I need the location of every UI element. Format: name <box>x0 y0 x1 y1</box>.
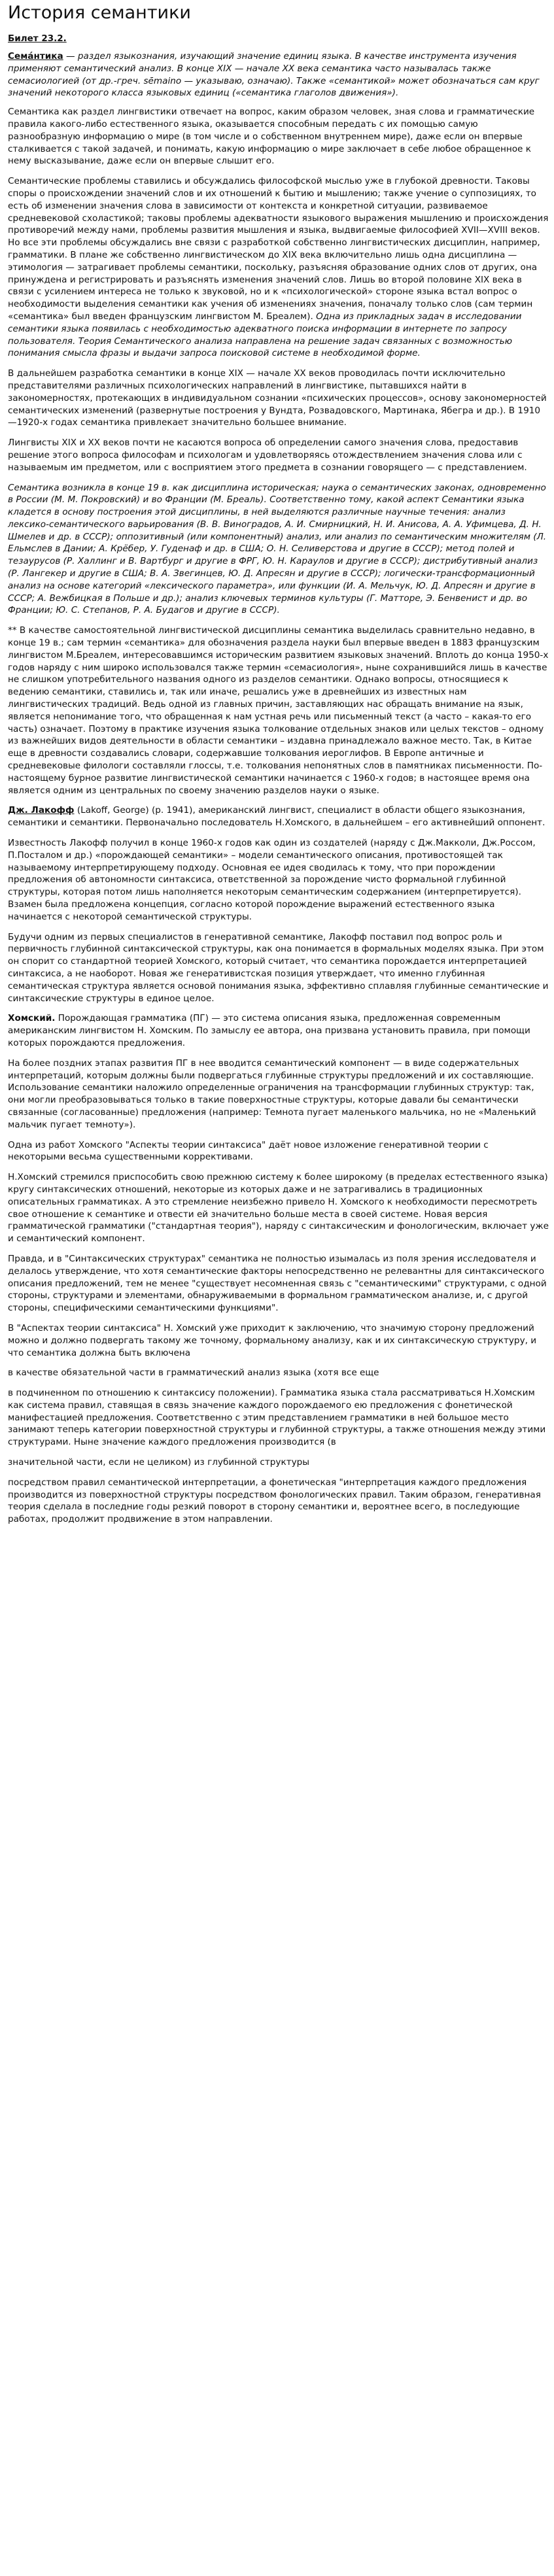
definition-text: — раздел языкознания, изучающий значение единиц языка. В качестве инструмента изучения применяют семантический анализ. В конце XIX — начале XX века семантика часто называлась также семасиологией (от др.-греч. sēmaino — указываю, означаю). Также «семантикой» может обозначаться сам круг значений некоторого класса языковых единиц («семантика глаголов движения»). <box>8 51 540 99</box>
paragraph-aspects-conclusion: В "Аспектах теории синтаксиса" Н. Хомский уже приходит к заключению, что значимую сторону предложений можно и должно подвергать такому же точному, формальному анализу, как и их синтаксическую структуру, и что семантика должна быть включена <box>8 1322 537 1358</box>
chomsky-name: Хомский. <box>8 1013 56 1024</box>
paragraph-syntactic-structures: Правда, и в "Синтаксических структурах" семантика не полностью изымалась из поля зрения исследователя и делалось утверждение, что хотя семантические факторы непосредственно не релевантны для синтаксического описания предложений, тем не менее "существует несомненная связь с "семантическими" структурами, с одной стороны, структурами и элементами, обнаруживаемыми в формальном грамматическом анализе, и, с другой стороны, специфическими семантическими функциями". <box>8 1253 547 1314</box>
ticket-heading: Билет 23.2. <box>8 33 67 44</box>
page-title: История семантики <box>8 3 191 23</box>
paragraph-semantic-component: На более поздних этапах развития ПГ в нее вводится семантический компонент — в виде содержательных интерпретаций, которым должны были подвергаться глубинные структуры предложений и их составляющие. Использование семантики наложило определенные ограничения на трансформации глубинных структур: так, они могли преобразовываться только в такие поверхностные структуры, которые давали бы семантически связанные (согласованные) предложения (например: Темнота пугает маленького мальчика, но не «Маленький мальчик пугает темноту»). <box>8 1057 536 1130</box>
lakoff-name: Дж. Лакофф <box>8 805 75 816</box>
term-semantics: Сема́нтика <box>8 51 63 61</box>
paragraph-aspects: Одна из работ Хомского "Аспекты теории синтаксиса" даёт новое изложение генеративной теории с некоторыми весьма существенными коррективами. <box>8 1139 489 1163</box>
paragraph-linguistics: Семантика как раздел лингвистики отвечает на вопрос, каким образом человек, зная слова и грамматические правила какого-либо естественного языка, оказывается способным передать с их помощью самую разнообразную информацию о мире (в том числе и о собственном внутреннем мире), даже если он впервые сталкивается с такой задачей, и понимать, какую информацию о мире заключает в себе любое обращенное к нему высказывание, даже если он впервые слышит его. <box>8 107 535 167</box>
philosophy-text: Семантические проблемы ставились и обсуждались философской мыслью уже в глубокой древности. Таковы споры о происхождении значений слов и их отношений к бытию и мышлению; также учение о суппозициях, то есть об изменении значения слова в зависимости от контекста и конкретной ситуации, развиваемое средневековой схоластикой; таковы проблемы адекватности языкового выражения мышлению и происхождения противоречий между нами, проблемы развития мышления и языка, выдвигаемые философией XVII—XVIII веков. Но все эти проблемы обсуждались вне связи с разработкой собственно лингвистических дисциплин, например, грамматики. В плане же собственно лингвистическом до XIX века включительно лишь одна дисциплина — этимология — затрагивает проблемы семантики, поскольку, разъясняя образование одних слов от других, она принуждена и регистрировать и разъяснять изменения значений слов. Лишь во второй половине XIX века в связи с усилением интереса не только к звуковой, но и к «психологической» стороне языка встал вопрос о необходимости выделения семантики как учения об изменениях значения, поначалу только слов (сам термин «семантика» был введен французским лингвистом М. Бреалем). <box>8 176 549 322</box>
paragraph-philosophy <box>8 175 549 360</box>
chomsky-text: Порождающая грамматика (ПГ) — это система описания языка, предложенная современным американским лингвистом Н. Хомским. По замыслу ее автора, она призвана установить правила, при помощи которых порождаются предложения. <box>8 1013 530 1048</box>
paragraph-lakoff <box>8 804 549 829</box>
paragraph-lakoff-position: Будучи одним из первых специалистов в генеративной семантике, Лакофф поставил под вопрос роль и первичность глубинной синтаксической структуры, как она понимается в формальных моделях языка. При этом он спорит со стандартной теорией Хомского, который считает, что семантика порождается интерпретацией синтаксиса, а не наоборот. Новая же генеративистская позиция утверждает, что именно глубинная семантическая структура является основой понимания языка, эффективно сплавляя глубинные семантические и синтаксические структуры в единое целое. <box>8 931 549 1004</box>
paragraph-standard-theory: Н.Хомский стремился приспособить свою прежнюю систему к более широкому (в пределах естественного языка) кругу синтаксических отношений, некоторые из которых даже и не затрагивались в традиционных описательных грамматиках. А это стремление неизбежно привело Н. Хомского к необходимости пересмотреть свое отношение к семантике и отвести ей значительно больше места в своей системе. Новая версия грамматической грамматики ("стандартная теория"), наряду с синтаксическим и фонологическим, включает уже и семантический компонент. <box>8 1172 549 1245</box>
paragraph-generative-semantics: Известность Лакофф получил в конце 1960-х годов как один из создателей (наряду с Дж.Макколи, Дж.Россом, П.Посталом и др.) «порождающей семантики» – модели семантического описания, противостоящей так называемому интерпретирующему подходу. Основная ее идея сводилась к тому, что при порождении предложения об автономности синтаксиса, ответственной за порождение чисто формальной глубинной структуры, которая потом лишь наполняется некоторым семантическим содержанием (интерпретируется). Взамен была предложена концепция, согласно которой порождение выражений естественного языка начинается с некоторой семантической структуры. <box>8 838 536 922</box>
paragraph-definition <box>8 50 549 99</box>
paragraph-interpretation: посредством правил семантической интерпретации, а фонетическая "интерпретация каждого предложения производится из поверхностной структуры посредством фонологических правил. Таким образом, генеративная теория сделала в последние годы резкий поворот в сторону семантики и, вероятнее всего, в последующие работах, продолжит продвижение в этом направлении. <box>8 1477 541 1525</box>
applied-task-text: Одна из прикладных задач в исследовании семантики языка появилась с необходимостью адекватного поиска информации в интернете по запросу пользователя. Теория Семантического анализа направлена на решение задач связанных с возможностью понимания смысла фразы и выдачи запроса поисковой системе в необходимой форме. <box>8 311 522 359</box>
paragraph-psychology: В дальнейшем разработка семантики в конце XIX — начале XX веков проводилась почти исключительно представителями различных психологических направлений в лингвистике, пытавшихся найти в закономерностях, протекающих в индивидуальном сознании «психических процессов», основу закономерностей семантических изменений (развернутые построения у Вундта, Розвадовского, Мартинака, Ябегра и др.). В 1910—1920-х годах семантика привлекает значительно большее внимание. <box>8 368 547 428</box>
paragraph-obligatory-part: в качестве обязательной части в грамматический анализ языка (хотя все еще <box>8 1367 379 1379</box>
paragraph-meaning: Лингвисты XIX и XX веков почти не касаются вопроса об определении самого значения слова, предоставив решение этого вопроса философам и психологам и удовлетворяясь отождествлением значения слова или с называемым им предметом, или с восприятием этого предмета в сознании говорящего — с представлением. <box>8 438 527 473</box>
lakoff-bio: (Lakoff, George) (р. 1941), американский лингвист, специалист в области общего языкознания, семантики и семантики. Первоначально последователь Н.Хомского, в дальнейшем – его активнейший оппонент. <box>8 805 545 829</box>
paragraph-history: ** В качестве самостоятельной лингвистической дисциплины семантика выделилась сравнительно недавно, в конце 19 в.; сам термин «семантика» для обозначения раздела науки был впервые введен в 1883 французским лингвистом М.Бреалем, интересовавшимся историческим развитием языковых значений. Вплоть до конца 1950-х годов наряду с ним широко использовался также термин «семасиология», ныне сохранившийся лишь в качестве не слишком употребительного названия одного из разделов семантики. Однако вопросы, относящиеся к ведению семантики, ставились и, так или иначе, решались уже в древнейших из известных нам лингвистических традиций. Ведь одной из главных причин, заставляющих нас обращать внимание на язык, является непонимание того, что обращенная к нам устная речь или письменный текст (а часто – какая-то его часть) означает. Поэтому в практике изучения языка толкование отдельных знаков или целых текстов – одному из важнейших видов деятельности в области семантики – издавна принадлежало важное место. Так, в Китае еще в древности создавались словари, содержавшие толкования иероглифов. В Европе античные и средневековые филологи составляли глоссы, т.е. толкования непонятных слов в памятниках письменности. По-настоящему бурное развитие лингвистической семантики начинается с 1960-х годов; в настоящее время она является одним из центральных по своему значению разделов науки о языке. <box>8 625 549 796</box>
paragraph-deep-structure: значительной части, если не целиком) из глубинной структуры <box>8 1457 310 1468</box>
paragraph-schools: Семантика возникла в конце 19 в. как дисциплина историческая; наука о семантических законах, одновременно в России (М. М. Покровский) и во Франции (М. Бреаль). Соответственно тому, какой аспект Семантики языка кладется в основу построения этой дисциплины, в ней выделяются различные научные течения: анализ лексико-семантического варьирования (В. В. Виноградов, А. И. Смирницкий, Н. И. Анисова, А. А. Уфимцева, Д. Н. Шмелев и др. в СССР); оппозитивный (или компонентный) анализ, или анализ по семантическим множителям (Л. Ельмслев в Дании; А. Крёбер, У. Гуденаф и др. в США; О. Н. Селиверстова и другие в СССР); метод полей и тезаурусов (Р. Халлинг и В. Вартбург и другие в ФРГ, Ю. Н. Караулов и другие в СССР); дистрибутивный анализ (Р. Лангекер и другие в США; В. А. Звегинцев, Ю. Д. Апресян и другие в СССР); логически-трансформационный анализ на основе категорий «лексического параметра», или функции (И. А. Мельчук, Ю. Д. Апресян и другие в СССР; А. Вежбицкая в Польше и др.); анализ ключевых терминов культуры (Г. Матторе, Э. Бенвенист и др. во Франции; Ю. С. Степанов, Р. А. Будагов и другие в СССР). <box>8 482 547 616</box>
paragraph-grammar-system: в подчиненном по отношению к синтаксису положении). Грамматика языка стала рассматриваться Н.Хомским как система правил, ставящая в связь значение каждого порождаемого ею предложения с фонетической манифестацией предложения. Соответственно с этим представлением грамматики в ней большое место занимают теперь категории поверхностной структуры и глубинной структуры, а также отношения между этими структурами. Ныне значение каждого предложения производится (в <box>8 1388 546 1448</box>
paragraph-chomsky <box>8 1012 549 1049</box>
